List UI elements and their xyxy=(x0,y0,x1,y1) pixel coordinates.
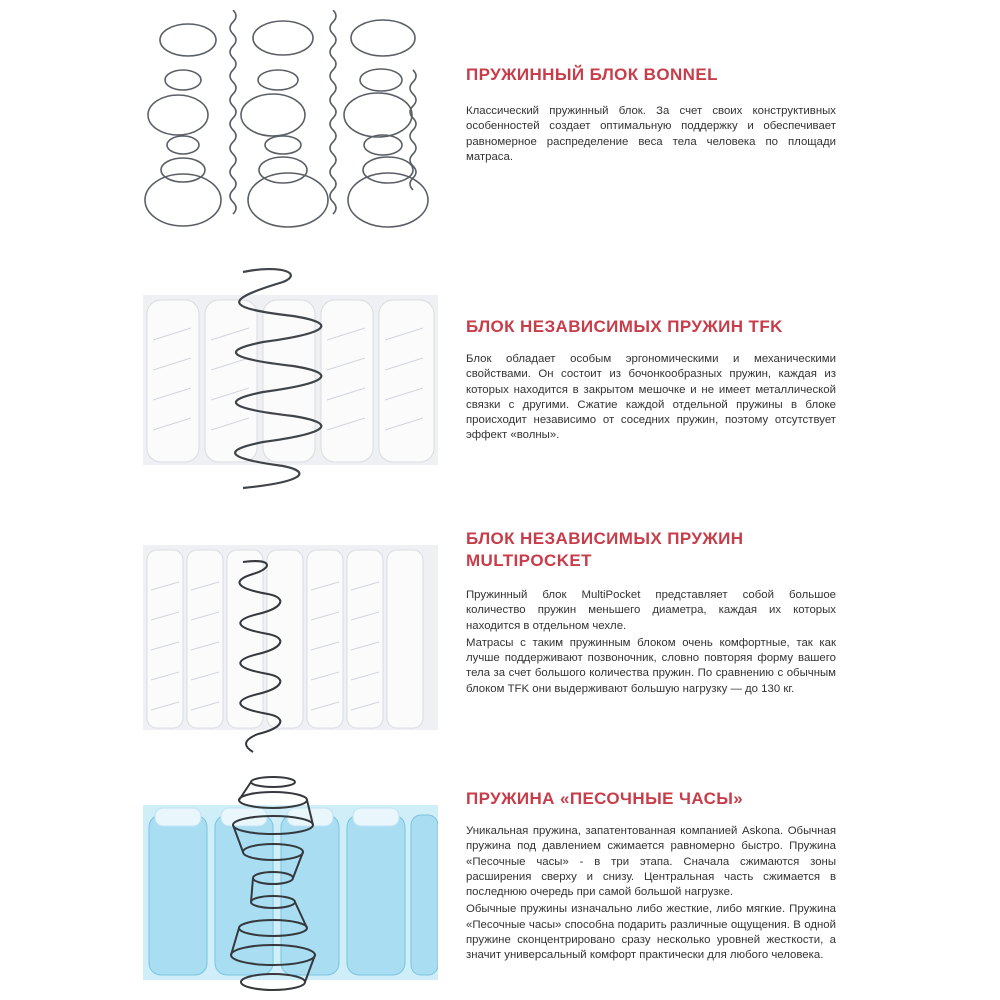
section-bonnel xyxy=(0,0,1000,250)
bonnel-title: ПРУЖИННЫЙ БЛОК BONNEL xyxy=(466,65,718,84)
hourglass-title: ПРУЖИНА «ПЕСОЧНЫЕ ЧАСЫ» xyxy=(466,789,744,808)
multipocket-spring-image xyxy=(143,540,438,760)
multipocket-description-1: Пружинный блок MultiPocket представляет собой большое количество пружин меньшего диаметра, каждая их которых находится в отдельном чехле. xyxy=(466,589,836,632)
tfk-title: БЛОК НЕЗАВИСИМЫХ ПРУЖИН TFK xyxy=(466,317,783,336)
tfk-spring-image xyxy=(143,260,438,500)
hourglass-description-1: Уникальная пружина, запатентованная компанией Askona. Обычная пружина под давлением сжимается равномерно быстро. Пружина «Песочные часы» - в три этапа. Сначала сжимаются зоны расширения сверху и снизу. Центральная часть сжимается в последнюю очередь при самой большой нагрузке. xyxy=(466,825,836,899)
bonnel-text-block xyxy=(466,64,836,165)
multipocket-title: БЛОК НЕЗАВИСИМЫХ ПРУЖИН MULTIPOCKET xyxy=(466,529,744,570)
tfk-text-block xyxy=(466,316,836,444)
bonnel-spring-block-image xyxy=(143,10,438,240)
multipocket-description-2: Матрасы с таким пружинным блоком очень комфортные, так как лучше поддерживают позвоночник, словно повторяя форму вашего тела за счет большого количества пружин. По сравнению с обычным блоком TFK они выдерживают большую нагрузку — до 130 кг. xyxy=(466,636,836,695)
section-tfk xyxy=(0,260,1000,500)
hourglass-spring-image xyxy=(143,770,438,1000)
section-multipocket xyxy=(0,520,1000,760)
bonnel-description: Классический пружинный блок. За счет своих конструктивных особенностей создает оптимальную поддержку и обеспечивает равномерное распределение веса тела человека по площади матраса. xyxy=(466,105,836,163)
multipocket-text-block xyxy=(466,528,836,697)
tfk-description: Блок обладает особым эргономическими и механическими свойствами. Он состоит из бочонкообразных пружин, каждая из которых находится в закрытом мешочке и не имеет металлической связки с другими. Сжатие каждой отдельной пружины в блоке происходит независимо от соседних пружин, поэтому отсутствует эффект «волны». xyxy=(466,353,836,442)
hourglass-text-block xyxy=(466,788,836,964)
hourglass-description-2: Обычные пружины изначально либо жесткие, либо мягкие. Пружина «Песочные часы» способна подарить различные ощущения. В одной пружине сконцентрировано сразу несколько уровней жесткости, а значит универсальный комфорт практически для любого человека. xyxy=(466,903,836,962)
section-hourglass xyxy=(0,770,1000,1000)
